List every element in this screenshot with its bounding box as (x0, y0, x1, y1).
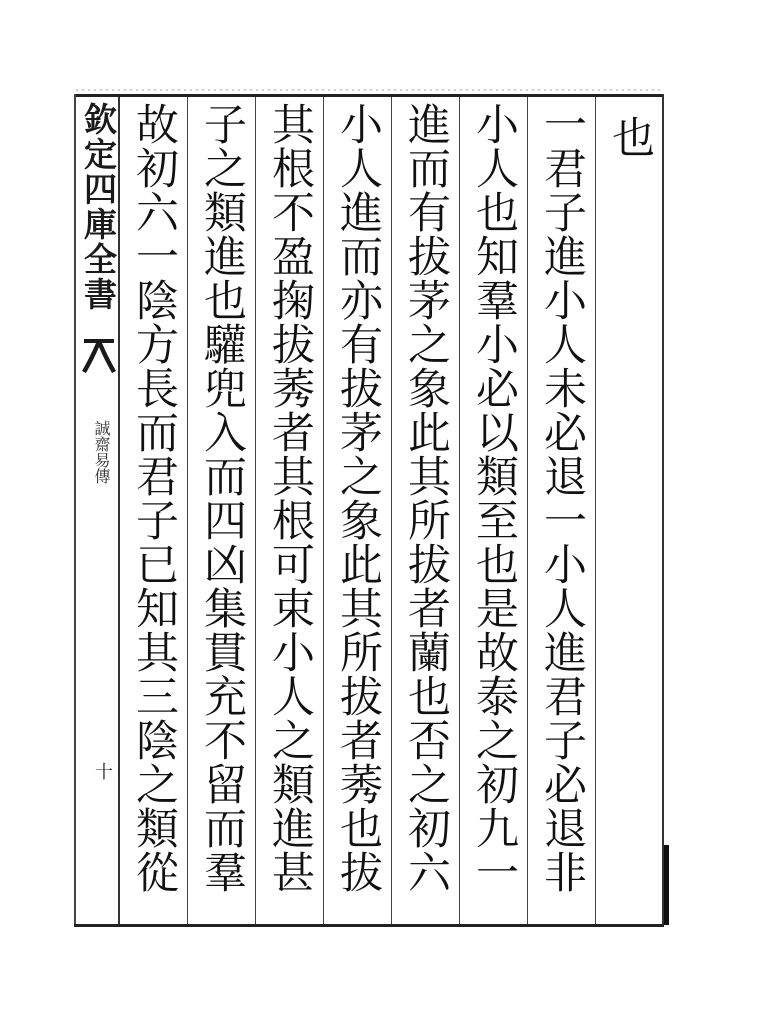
column-rule (391, 97, 392, 924)
page-number: 十 (92, 762, 113, 780)
frame-top-border (74, 94, 664, 97)
column-rule (255, 97, 256, 924)
column-rule (459, 97, 460, 924)
text-column: 其根不盈掬拔莠者其根可束小人之類進甚 (265, 102, 315, 894)
column-rule (595, 97, 596, 924)
fishtail-mark-icon (82, 335, 116, 375)
text-column: 小人進而亦有拔茅之象此其所拔者莠也拔 (333, 102, 383, 894)
text-column: 一君子進小人未必退一小人進君子必退非 (537, 102, 587, 894)
column-rule (323, 97, 324, 924)
text-column: 小人也知羣小必以類至也是故泰之初九一 (469, 102, 519, 894)
frame-right-mark (664, 845, 669, 925)
book-title: 欽定四庫全書 (79, 102, 118, 312)
frame-right-border (662, 94, 664, 924)
column-rule (527, 97, 528, 924)
volume-subtitle: 誠齋易傳 (92, 420, 111, 484)
text-column: 進而有拔茅之象此其所拔者蘭也否之初六 (401, 102, 451, 894)
margin-divider (118, 97, 120, 924)
column-rule (187, 97, 188, 924)
text-column: 故初六一陰方長而君子已知其三陰之類從 (129, 102, 179, 894)
text-column: 也 (605, 115, 655, 159)
frame-top-dotted-edge (74, 88, 664, 92)
frame-bottom-border (74, 924, 664, 927)
text-column: 子之類進也驩兜入而四凶集貫充不留而羣 (197, 102, 247, 894)
